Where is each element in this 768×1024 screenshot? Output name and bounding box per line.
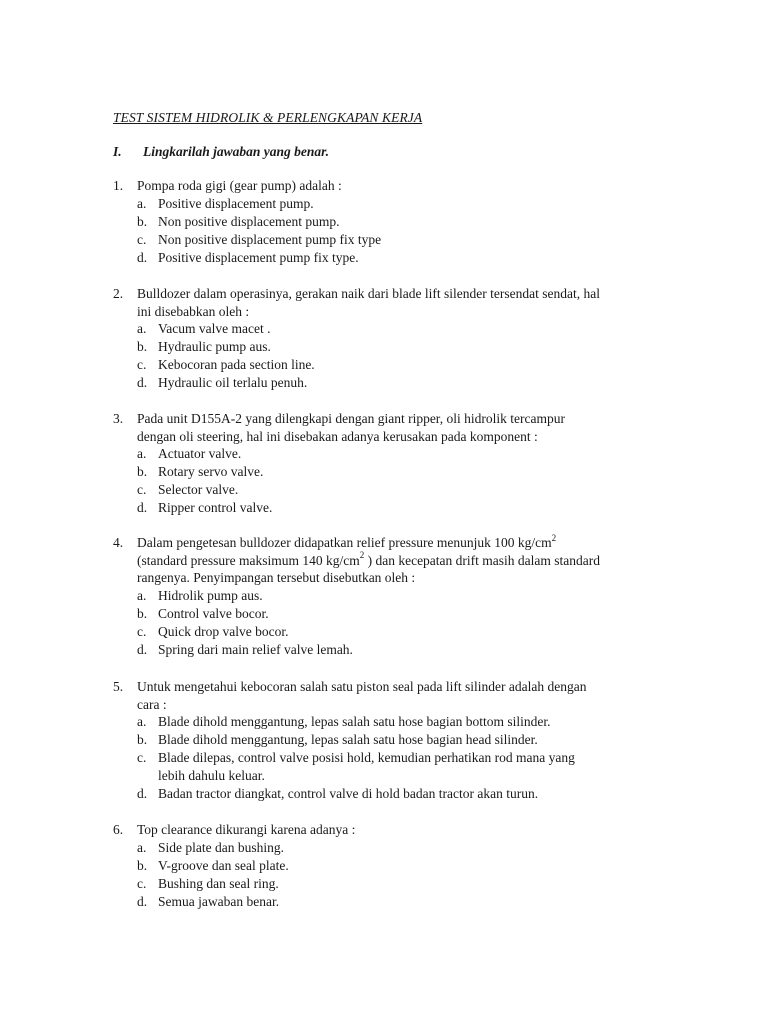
option-text: Actuator valve. [158, 446, 242, 461]
question-text: Pada unit D155A-2 yang dilengkapi dengan giant ripper, oli hidrolik tercampur [137, 411, 565, 426]
option-text: V-groove dan seal plate. [158, 857, 289, 873]
option-d[interactable] [137, 785, 673, 803]
option-text: Blade dihold menggantung, lepas salah satu hose bagian bottom silinder. [158, 714, 551, 729]
option-text: Bushing dan seal ring. [158, 875, 279, 891]
option-text: Quick drop valve bocor. [158, 623, 289, 639]
option-c[interactable] [137, 749, 673, 767]
option-b[interactable] [137, 731, 673, 749]
option-letter: c. [137, 875, 147, 891]
option-c[interactable] [137, 356, 673, 374]
option-text: Positive displacement pump. [158, 195, 314, 211]
question-text: Pompa roda gigi (gear pump) adalah : [137, 178, 342, 193]
question-number: 5. [113, 679, 124, 694]
option-letter: b. [137, 464, 148, 479]
section-number: I. [113, 144, 122, 159]
option-text: Non positive displacement pump fix type [158, 231, 382, 247]
option-a[interactable] [137, 195, 673, 213]
question-number: 1. [113, 178, 124, 193]
option-c[interactable] [137, 231, 673, 249]
option-text: Badan tractor diangkat, control valve di hold badan tractor akan turun. [158, 786, 539, 801]
option-a[interactable] [137, 320, 673, 338]
question-number: 6. [113, 822, 124, 837]
option-letter: c. [137, 357, 147, 372]
option-letter: d. [137, 893, 148, 909]
option-text: Semua jawaban benar. [158, 893, 280, 909]
option-text: Blade dilepas, control valve posisi hold, kemudian perhatikan rod mana yang [158, 750, 575, 765]
option-text: Hydraulic oil terlalu penuh. [158, 375, 308, 390]
superscript: 2 [359, 550, 365, 560]
option-letter: c. [137, 482, 147, 497]
question-4 [113, 534, 673, 659]
question-6 [113, 821, 673, 911]
question-text: rangenya. Penyimpangan tersebut disebutkan oleh : [137, 570, 416, 585]
option-letter: c. [137, 231, 147, 247]
option-a[interactable] [137, 445, 673, 463]
option-letter: d. [137, 249, 148, 265]
question-text: Untuk mengetahui kebocoran salah satu piston seal pada lift silinder adalah dengan [137, 679, 587, 694]
question-text [137, 552, 673, 570]
option-letter: a. [137, 839, 147, 855]
option-text: Kebocoran pada section line. [158, 357, 315, 372]
question-number: 4. [113, 535, 124, 550]
option-text: Positive displacement pump fix type. [158, 249, 359, 265]
option-letter: b. [137, 213, 148, 229]
option-letter: d. [137, 641, 148, 657]
question-text [137, 534, 673, 552]
option-letter: a. [137, 446, 147, 461]
option-d[interactable] [137, 641, 673, 659]
question-text-part: Dalam pengetesan bulldozer didapatkan relief pressure menunjuk 100 kg/cm [137, 535, 552, 550]
option-text: Hidrolik pump aus. [158, 587, 263, 603]
option-c[interactable] [137, 481, 673, 499]
option-b[interactable] [137, 605, 673, 623]
option-d[interactable] [137, 499, 673, 517]
question-1 [113, 177, 673, 267]
option-b[interactable] [137, 338, 673, 356]
option-letter: b. [137, 339, 148, 354]
option-text: Side plate dan bushing. [158, 839, 284, 855]
option-letter: c. [137, 623, 147, 639]
option-letter: b. [137, 732, 148, 747]
question-text: Top clearance dikurangi karena adanya : [137, 822, 356, 837]
option-d[interactable] [137, 893, 673, 911]
option-c[interactable] [137, 875, 673, 893]
document-title: TEST SISTEM HIDROLIK & PERLENGKAPAN KERJA [113, 110, 423, 125]
superscript: 2 [551, 532, 557, 543]
option-text: Spring dari main relief valve lemah. [158, 641, 353, 657]
option-text: Control valve bocor. [158, 605, 269, 621]
question-text: cara : [137, 696, 167, 712]
option-text-continuation: lebih dahulu keluar. [158, 768, 265, 783]
option-text: Non positive displacement pump. [158, 213, 340, 229]
option-letter: a. [137, 587, 147, 603]
option-d[interactable] [137, 249, 673, 267]
option-b[interactable] [137, 857, 673, 875]
option-letter: c. [137, 750, 147, 765]
question-text-part: ) dan kecepatan drift masih dalam standard [364, 552, 601, 568]
option-a[interactable] [137, 587, 673, 605]
option-a[interactable] [137, 839, 673, 857]
option-text: Selector valve. [158, 482, 239, 497]
option-text: Vacum valve macet . [158, 321, 271, 336]
option-text: Hydraulic pump aus. [158, 339, 271, 354]
option-text: Ripper control valve. [158, 500, 273, 515]
question-2 [113, 285, 673, 392]
question-number: 2. [113, 286, 124, 301]
question-5 [113, 678, 673, 803]
option-d[interactable] [137, 374, 673, 392]
question-text: Bulldozer dalam operasinya, gerakan naik dari blade lift silender tersendat sendat, hal [137, 286, 600, 301]
question-text-part: (standard pressure maksimum 140 kg/cm [137, 552, 360, 568]
section-heading [113, 144, 329, 160]
option-letter: d. [137, 500, 148, 515]
option-text: Blade dihold menggantung, lepas salah satu hose bagian head silinder. [158, 732, 538, 747]
question-number: 3. [113, 411, 124, 426]
option-a[interactable] [137, 713, 673, 731]
question-text: dengan oli steering, hal ini disebakan adanya kerusakan pada komponent : [137, 428, 538, 444]
option-letter: d. [137, 786, 148, 801]
option-b[interactable] [137, 463, 673, 481]
option-letter: a. [137, 714, 147, 729]
option-c[interactable] [137, 623, 673, 641]
option-text: Rotary servo valve. [158, 464, 264, 479]
option-b[interactable] [137, 213, 673, 231]
question-text: ini disebabkan oleh : [137, 303, 250, 319]
option-letter: b. [137, 605, 148, 621]
option-letter: d. [137, 375, 148, 390]
option-letter: b. [137, 857, 148, 873]
section-instruction: Lingkarilah jawaban yang benar. [143, 144, 330, 159]
option-letter: a. [137, 321, 147, 336]
option-letter: a. [137, 195, 147, 211]
question-3 [113, 410, 673, 517]
